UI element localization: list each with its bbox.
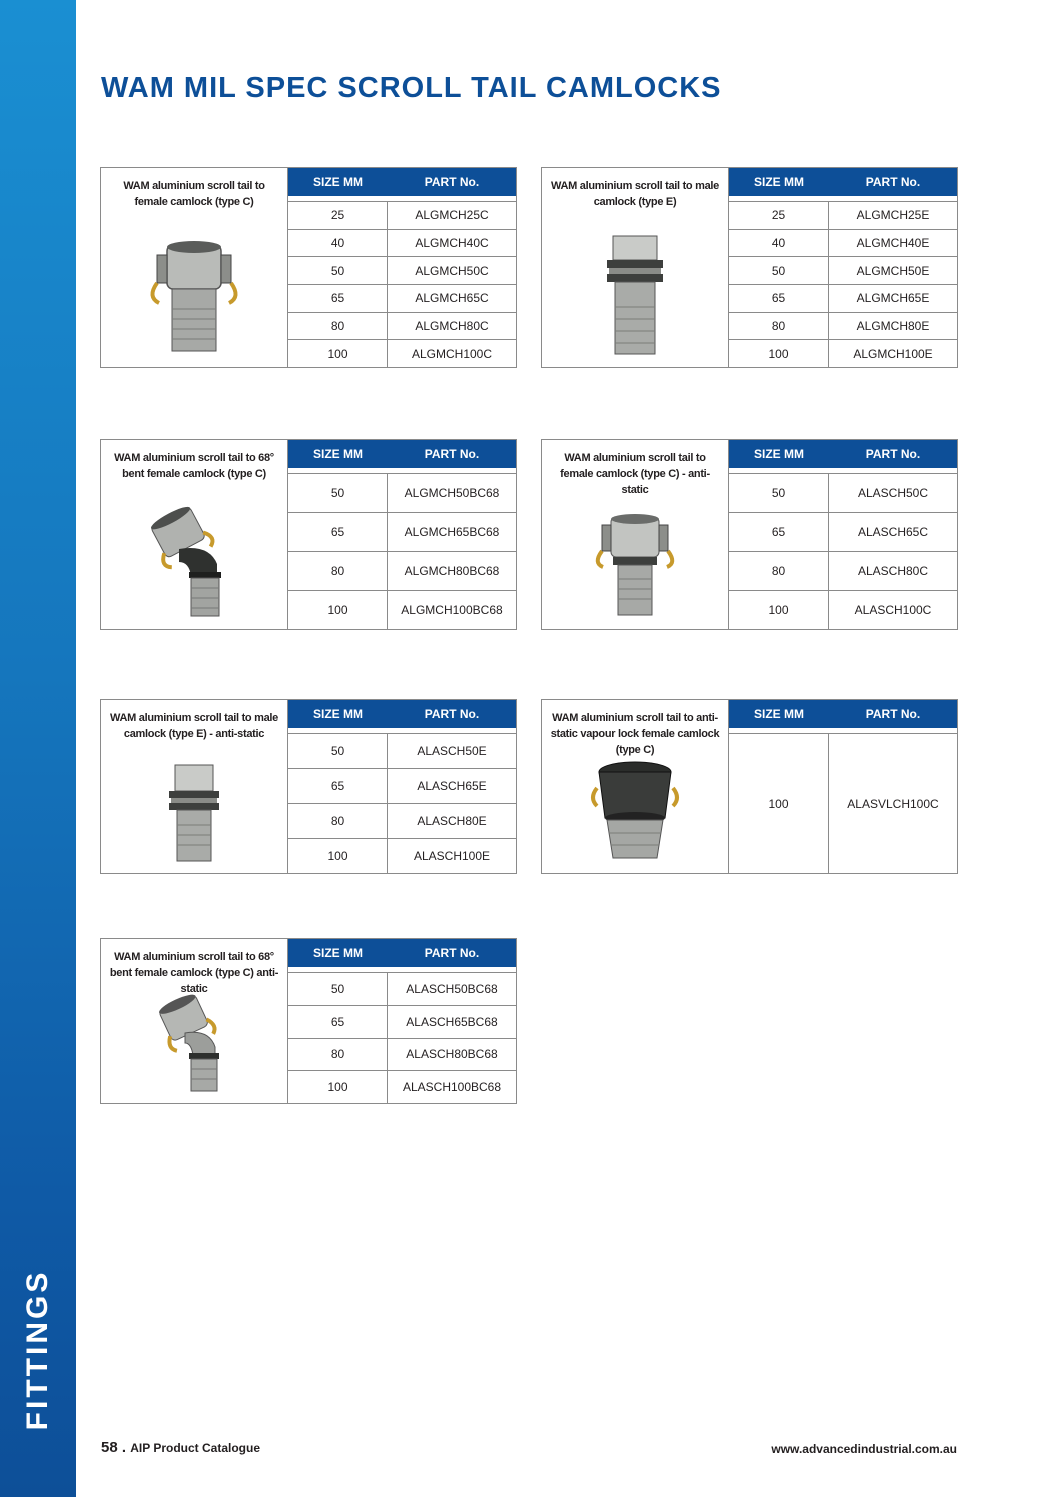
table-row <box>729 552 957 591</box>
product-info <box>101 700 288 873</box>
product-info <box>101 939 288 1103</box>
table-header <box>288 168 516 196</box>
size-cell: 40 <box>729 230 829 257</box>
table-row <box>729 257 957 285</box>
part-cell: ALGMCH50C <box>415 263 489 278</box>
table-header <box>288 440 516 468</box>
part-cell: ALGMCH25C <box>415 208 489 223</box>
catalogue-name: AIP Product Catalogue <box>130 1441 260 1455</box>
product-info <box>101 440 288 629</box>
parts-table <box>288 440 516 629</box>
part-cell: ALGMCH50BC68 <box>404 486 500 500</box>
size-cell: 100 <box>729 734 829 873</box>
size-cell: 25 <box>288 202 388 229</box>
size-cell: 50 <box>288 734 388 768</box>
male-camlock-icon <box>542 232 728 357</box>
part-cell: ALGMCH100C <box>411 346 493 361</box>
table-row <box>288 202 516 230</box>
part-cell: ALGMCH40C <box>415 236 489 250</box>
parts-table <box>729 440 957 629</box>
product-info <box>542 700 729 873</box>
size-cell: 40 <box>288 230 388 257</box>
product-card <box>100 167 517 368</box>
footer-page-info: 58 . AIP Product Catalogue <box>101 1439 260 1456</box>
header-part: PART No. <box>424 447 480 461</box>
part-cell: ALASCH65E <box>417 779 487 793</box>
table-row <box>288 839 516 873</box>
bent-female-camlock-icon <box>101 993 287 1093</box>
parts-table <box>288 700 516 873</box>
table-row <box>288 230 516 258</box>
header-size: SIZE MM <box>754 707 804 721</box>
bent-female-camlock-icon <box>101 504 287 619</box>
header-size: SIZE MM <box>313 447 363 461</box>
table-row <box>288 513 516 552</box>
part-cell: ALGMCH25E <box>856 208 930 223</box>
table-row <box>288 804 516 839</box>
size-cell: 65 <box>729 285 829 312</box>
header-size: SIZE MM <box>313 175 363 189</box>
part-cell: ALASCH80C <box>857 564 929 578</box>
table-header <box>288 939 516 967</box>
size-cell: 50 <box>729 474 829 512</box>
product-description: WAM aluminium scroll tail to male camlock (type E) <box>551 180 719 208</box>
header-part: PART No. <box>865 175 921 189</box>
product-description: WAM aluminium scroll tail to anti-static vapour lock female camlock (type C) <box>550 712 720 756</box>
table-row <box>288 734 516 769</box>
header-size: SIZE MM <box>313 946 363 960</box>
table-row <box>288 1039 516 1072</box>
table-row <box>729 202 957 230</box>
part-cell: ALGMCH100BC68 <box>401 603 503 617</box>
part-cell: ALASCH50E <box>417 744 487 758</box>
table-row <box>288 257 516 285</box>
parts-table <box>288 168 516 367</box>
size-cell: 80 <box>288 313 388 340</box>
header-part: PART No. <box>865 447 921 461</box>
header-part: PART No. <box>424 175 480 189</box>
table-header <box>729 700 957 728</box>
part-cell: ALGMCH80E <box>856 319 930 334</box>
header-size: SIZE MM <box>313 707 363 721</box>
part-cell: ALASCH100E <box>413 849 491 863</box>
table-header <box>729 168 957 196</box>
size-cell: 80 <box>729 552 829 590</box>
vapour-lock-camlock-icon <box>542 758 728 863</box>
size-cell: 100 <box>729 340 829 367</box>
table-row <box>729 734 957 873</box>
size-cell: 65 <box>288 513 388 551</box>
size-cell: 100 <box>288 839 388 873</box>
table-row <box>288 591 516 629</box>
table-row <box>288 313 516 341</box>
table-row <box>288 474 516 513</box>
part-cell: ALASCH50BC68 <box>406 981 498 996</box>
size-cell: 50 <box>288 257 388 284</box>
page-title: WAM MIL SPEC SCROLL TAIL CAMLOCKS <box>101 72 722 104</box>
size-cell: 80 <box>288 1039 388 1071</box>
part-cell: ALGMCH80C <box>415 319 489 334</box>
size-cell: 100 <box>288 340 388 367</box>
table-header <box>729 440 957 468</box>
size-cell: 100 <box>729 591 829 629</box>
part-cell: ALGMCH40E <box>856 236 930 250</box>
part-cell: ALGMCH80BC68 <box>404 564 500 578</box>
table-row <box>288 340 516 367</box>
product-description: WAM aluminium scroll tail to female camlock (type C) <box>123 180 265 208</box>
product-info <box>542 440 729 629</box>
product-card <box>100 699 517 874</box>
table-row <box>288 285 516 313</box>
part-cell: ALASCH100C <box>854 603 932 617</box>
table-row <box>729 474 957 513</box>
header-part: PART No. <box>865 707 921 721</box>
table-row <box>729 513 957 552</box>
size-cell: 80 <box>288 804 388 838</box>
part-cell: ALASCH65BC68 <box>406 1014 498 1029</box>
part-cell: ALGMCH65E <box>856 291 930 306</box>
product-info <box>101 168 288 367</box>
header-size: SIZE MM <box>754 447 804 461</box>
size-cell: 50 <box>288 474 388 512</box>
page-number: 58 <box>101 1439 118 1456</box>
parts-table <box>288 939 516 1103</box>
female-camlock-icon <box>101 237 287 357</box>
part-cell: ALGMCH65C <box>415 291 489 306</box>
product-description: WAM aluminium scroll tail to 68° bent female camlock (type C) <box>114 452 274 480</box>
header-size: SIZE MM <box>754 175 804 189</box>
size-cell: 65 <box>288 285 388 312</box>
table-row <box>288 769 516 804</box>
part-cell: ALASCH50C <box>857 486 929 500</box>
size-cell: 65 <box>288 769 388 803</box>
section-label: FITTINGS <box>21 1269 54 1431</box>
table-row <box>288 1071 516 1103</box>
part-cell: ALASCH80BC68 <box>406 1047 498 1062</box>
product-card <box>541 699 958 874</box>
part-cell: ALASCH65C <box>857 525 929 539</box>
product-card <box>541 439 958 630</box>
parts-table <box>729 168 957 367</box>
product-card <box>541 167 958 368</box>
product-description: WAM aluminium scroll tail to male camlock (type E) - anti-static <box>110 712 278 740</box>
product-card <box>100 938 517 1104</box>
website-link[interactable]: www.advancedindustrial.com.au <box>771 1442 957 1456</box>
part-cell: ALGMCH65BC68 <box>404 525 500 539</box>
size-cell: 100 <box>288 1071 388 1103</box>
table-row <box>729 340 957 367</box>
product-info <box>542 168 729 367</box>
size-cell: 25 <box>729 202 829 229</box>
product-description: WAM aluminium scroll tail to female camlock (type C) - anti-static <box>560 452 710 496</box>
size-cell: 65 <box>729 513 829 551</box>
table-row <box>729 591 957 629</box>
part-cell: ALGMCH100E <box>853 346 933 361</box>
table-row <box>729 285 957 313</box>
size-cell: 50 <box>288 973 388 1005</box>
table-row <box>729 313 957 341</box>
parts-table <box>729 700 957 873</box>
table-row <box>288 1006 516 1039</box>
product-description: WAM aluminium scroll tail to 68° bent female camlock (type C) anti-static <box>109 951 279 995</box>
size-cell: 65 <box>288 1006 388 1038</box>
table-row <box>288 973 516 1006</box>
size-cell: 80 <box>729 313 829 340</box>
header-part: PART No. <box>424 707 480 721</box>
table-row <box>288 552 516 591</box>
part-cell: ALASCH80E <box>417 814 487 828</box>
part-cell: ALASVLCH100C <box>847 796 939 811</box>
female-camlock-icon <box>542 509 728 619</box>
size-cell: 80 <box>288 552 388 590</box>
header-part: PART No. <box>424 946 480 960</box>
size-cell: 50 <box>729 257 829 284</box>
table-header <box>288 700 516 728</box>
product-card <box>100 439 517 630</box>
part-cell: ALGMCH50E <box>856 263 930 278</box>
sidebar <box>0 0 76 1497</box>
part-cell: ALASCH100BC68 <box>402 1080 502 1095</box>
male-camlock-icon <box>101 763 287 863</box>
size-cell: 100 <box>288 591 388 629</box>
table-row <box>729 230 957 258</box>
